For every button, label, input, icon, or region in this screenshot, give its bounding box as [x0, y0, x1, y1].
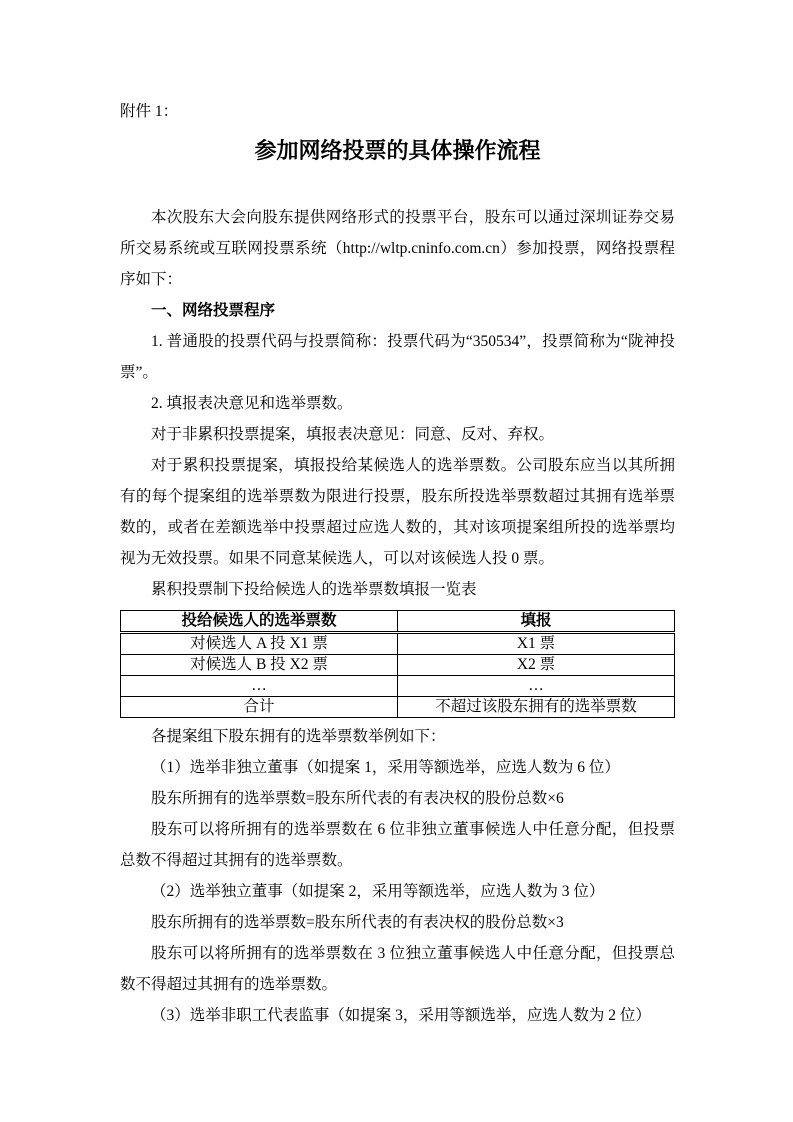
table-row	[121, 655, 675, 676]
section-heading-network-voting: 一、网络投票程序	[151, 302, 276, 319]
table-caption: 累积投票制下投给候选人的选举票数填报一览表	[151, 581, 477, 598]
paragraph-example3-title: （3）选举非职工代表监事（如提案 3，采用等额选举，应选人数为 2 位）	[151, 1007, 651, 1024]
paragraph-non-cumulative: 对于非累积投票提案，填报表决意见：同意、反对、弃权。	[151, 426, 555, 443]
table-header-votes-for-candidate: 投给候选人的选举票数	[121, 611, 398, 633]
table-cell-ellipsis-left: …	[121, 676, 398, 697]
table-cell-x2: X2 票	[398, 655, 675, 676]
table-cell-x1: X1 票	[398, 633, 675, 655]
paragraph-example1-note: 股东可以将所拥有的选举票数在 6 位非独立董事候选人中任意分配，但投票总数不得超过其拥有的选举票数。	[120, 821, 675, 869]
table-header-fill-in: 填报	[398, 611, 675, 633]
table-cell-candidate-b: 对候选人 B 投 X2 票	[121, 655, 398, 676]
paragraph-cumulative: 对于累积投票提案，填报投给某候选人的选举票数。公司股东应当以其所拥有的每个提案组的选举票数为限进行投票，股东所投选举票数超过其拥有选举票数的，或者在差额选举中投票超过应选人数的，其对该项提案组所投的选举票均视为无效投票。如果不同意某候选人，可以对该候选人投 0 票。	[120, 457, 675, 567]
paragraph-examples-intro: 各提案组下股东拥有的选举票数举例如下：	[151, 728, 446, 745]
document-body	[120, 202, 675, 1031]
paragraph-example2-formula: 股东所拥有的选举票数=股东所代表的有表决权的股份总数×3	[151, 914, 564, 931]
table-cell-total-limit: 不超过该股东拥有的选举票数	[398, 697, 675, 718]
table-cell-candidate-a: 对候选人 A 投 X1 票	[121, 633, 398, 655]
table-row	[121, 633, 675, 655]
table-header-row	[121, 611, 675, 633]
paragraph-example1-formula: 股东所拥有的选举票数=股东所代表的有表决权的股份总数×6	[151, 790, 564, 807]
paragraph-example2-title: （2）选举独立董事（如提案 2，采用等额选举，应选人数为 3 位）	[151, 883, 605, 900]
table-cell-total: 合计	[121, 697, 398, 718]
attachment-label: 附件 1：	[120, 103, 179, 120]
paragraph-example1-title: （1）选举非独立董事（如提案 1，采用等额选举，应选人数为 6 位）	[151, 759, 620, 776]
paragraph-example2-note: 股东可以将所拥有的选举票数在 3 位独立董事候选人中任意分配，但投票总数不得超过其拥有的选举票数。	[120, 945, 675, 993]
table-row	[121, 697, 675, 718]
cumulative-voting-table	[120, 610, 675, 718]
paragraph-fill-opinions: 2. 填报表决意见和选举票数。	[151, 395, 353, 412]
table-row	[121, 676, 675, 697]
paragraph-voting-code: 1. 普通股的投票代码与投票简称：投票代码为“350534”，投票简称为“陇神投票”。	[120, 333, 675, 381]
document-title: 参加网络投票的具体操作流程	[254, 138, 541, 163]
paragraph-intro: 本次股东大会向股东提供网络形式的投票平台，股东可以通过深圳证券交易所交易系统或互联网投票系统（http://wltp.cninfo.com.cn）参加投票，网络投票程序如下：	[120, 209, 675, 288]
table-cell-ellipsis-right: …	[398, 676, 675, 697]
